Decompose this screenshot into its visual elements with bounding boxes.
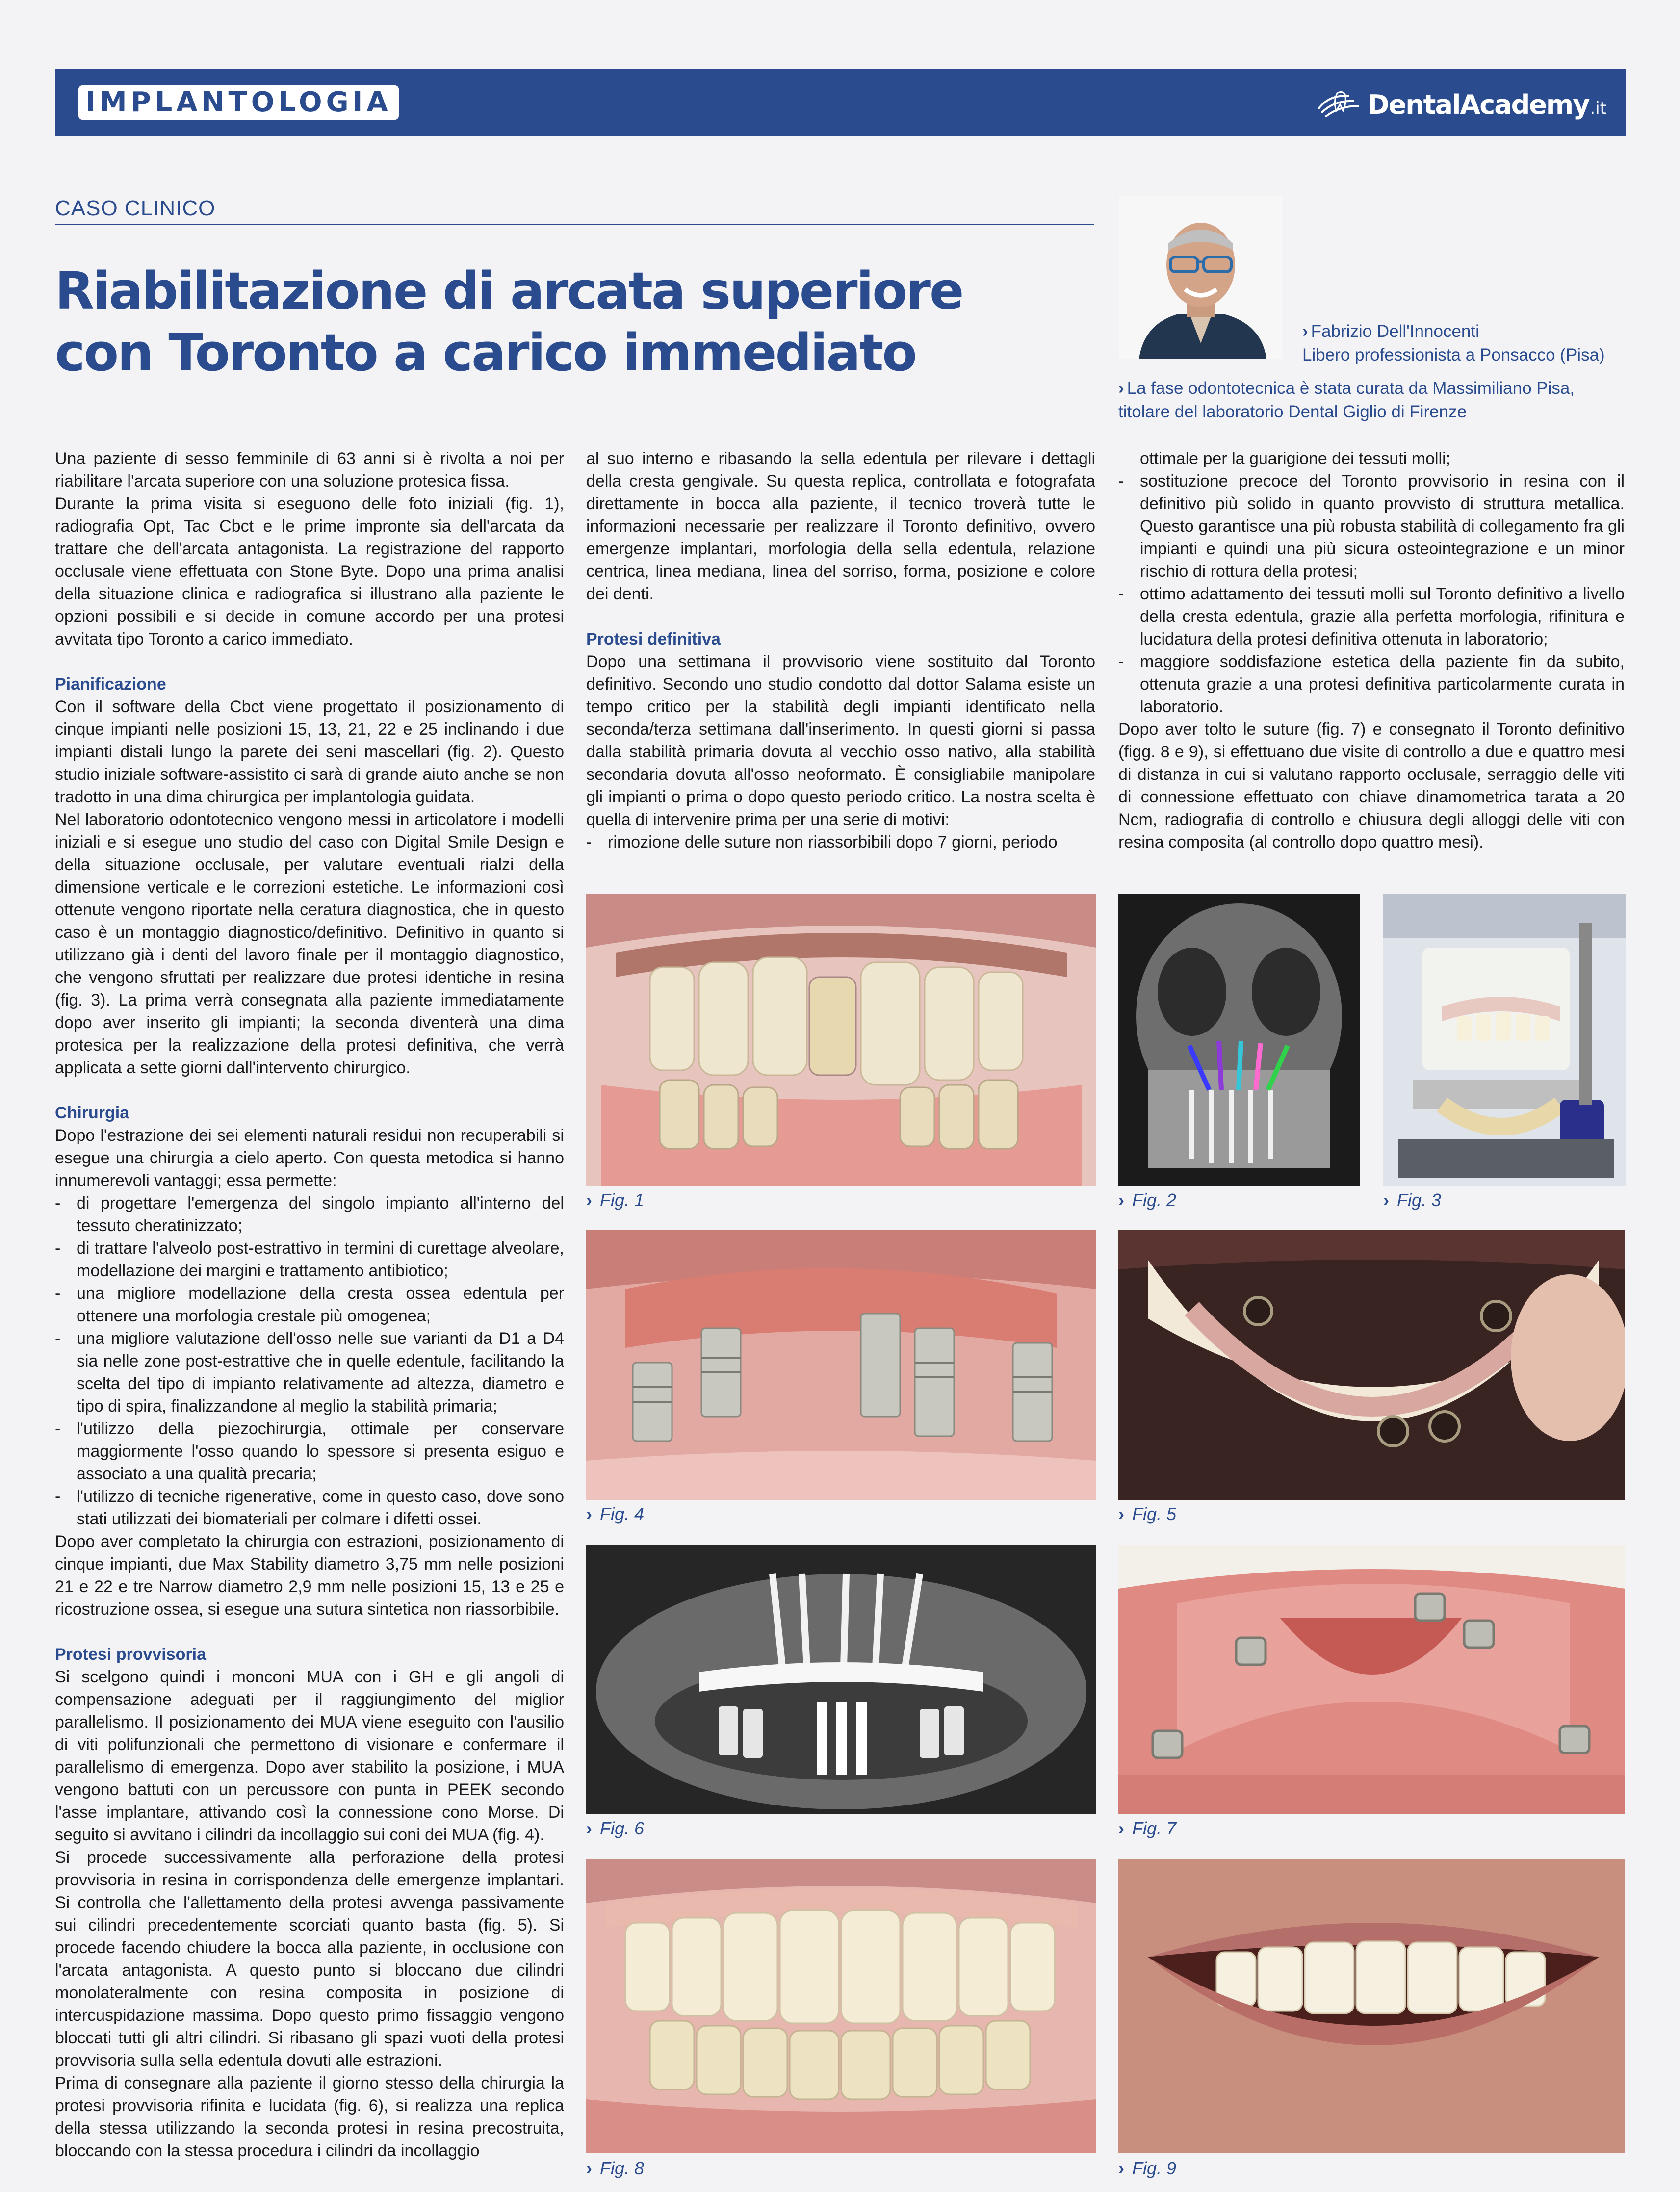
figure-8-final-prosthesis — [586, 1859, 1096, 2153]
caption-text: Fig. 7 — [1132, 1818, 1177, 1838]
credit-line-1-row — [1118, 377, 1575, 400]
list-item: - sostituzione precoce del Toronto provvisorio in resina con il definitivo più solido in quanto provvisto di struttura metallica. Questo garantisce una più robusta stabilità di collegamento fra gli impianti e quindi una più sicura osteointegrazione e un minor rischio di rottura della protesi; — [1118, 470, 1625, 583]
pianificazione-paragraph-2: Nel laboratorio odontotecnico vengono messi in articolatore i modelli iniziali e si esegue uno studio del caso con Digital Smile Design e della situazione occlusale, per valutare eventuali rialzi della dimensione verticale e le correzioni estetiche. Le informazioni così ottenute vengono riportate nella ceratura diagnostica, che in questo caso è un montaggio diagnostico/definitivo. Definitivo in quanto si utilizzano già i denti del lavoro finale per il montaggio diagnostico, che vengono sfruttati per realizzare due protesi identiche in resina (fig. 3). La prima verrà consegnata alla paziente immediatamente dopo aver inserito gli impianti; la seconda diventerà una dima protesica per la realizzazione della protesi definitiva, che verrà applicata a sette giorni dall'intervento chirurgico. — [55, 810, 564, 1077]
figure-9-smile — [1118, 1859, 1625, 2153]
list-item: - rimozione delle suture non riassorbibili dopo 7 giorni, periodo — [586, 831, 1095, 853]
chevron-right-icon: › — [1118, 379, 1124, 398]
author-name: Fabrizio Dell'Innocenti — [1311, 322, 1479, 341]
heading-chirurgia: Chirurgia — [55, 1104, 129, 1122]
text-column-2 — [586, 447, 1095, 853]
figure-9-caption — [1118, 2158, 1176, 2179]
title-line-2: con Toronto a carico immediato — [55, 323, 916, 383]
caption-text: Fig. 2 — [1132, 1190, 1177, 1210]
definitiva-list — [586, 831, 1095, 853]
intro-paragraph-2: Durante la prima visita si eseguono delle foto iniziali (fig. 1), radiografia Opt, Tac Cbct e le prime impronte sia dell'arcata da trattare che dell'arcata antagonista. La registrazione del rapporto occlusale viene effettuata con Stone Byte. Dopo una prima analisi della situazione clinica e radiografica si illustrano alla paziente le opzioni possibili e si decide in comune accordo per una protesi avvitata tipo Toronto a carico immediato. — [55, 494, 564, 648]
caption-text: Fig. 5 — [1132, 1504, 1177, 1524]
provvisoria-paragraph-2: Si procede successivamente alla perforazione della protesi provvisoria in resina in corrispondenza delle emergenze implantari. Si controlla che l'allettamento della protesi avvenga passivamente sui cilindri precedentemente scorciati quanto basta (fig. 5). Si procede facendo chiudere la bocca alla paziente, in occlusione con l'arcata antagonista. A questo punto si bloccano due cilindri monolateralmente con resina composita in posizione di intercuspidazione massima. Dopo questo primo fissaggio vengono bloccati tutti gli altri cilindri. Si ribasano gli spazi vuoti della protesi provvisoria sulla sella edentula dovuti alle estrazioni. — [55, 1848, 564, 2070]
motivi-list — [1118, 470, 1625, 718]
chirurgia-paragraph-1: Dopo l'estrazione dei sei elementi naturali residui non recuperabili si esegue una chirurgia a cielo aperto. Con questa metodica si hanno innumerevoli vantaggi; essa permette: — [55, 1126, 564, 1190]
lab-credit — [1118, 377, 1575, 424]
figure-1-caption — [586, 1190, 644, 1211]
site-logo[interactable] — [1315, 87, 1606, 122]
figure-6-xray — [586, 1545, 1096, 1814]
logo-suffix: .it — [1590, 99, 1606, 118]
article-kicker: CASO CLINICO — [55, 196, 216, 220]
list-item: - una migliore modellazione della cresta ossea edentula per ottenere una morfologia crestale più omogenea; — [55, 1282, 564, 1327]
heading-protesi-provvisoria: Protesi provvisoria — [55, 1645, 207, 1664]
caption-text: Fig. 8 — [600, 2158, 645, 2178]
header-banner — [55, 69, 1626, 136]
list-continuation: ottimale per la guarigione dei tessuti molli; — [1140, 449, 1451, 468]
figure-2-cbct — [1118, 894, 1360, 1186]
chirurgia-paragraph-2: Dopo aver completato la chirurgia con estrazioni, posizionamento di cinque impianti, due Max Stability diametro 3,75 mm nelle posizioni 21 e 22 e tre Narrow diametro 2,9 mm nelle posizioni 15, 13 e 25 e ricostruzione ossea, si esegue una sutura sintetica non riassorbibile. — [55, 1532, 564, 1619]
continuation-paragraph: al suo interno e ribasando la sella edentula per rilevare i dettagli della cresta gengivale. Su questa replica, controllata e fotografata direttamente in bocca alla paziente, il tecnico troverà tutte le informazioni necessarie per realizzare il Toronto definitivo, ovvero emergenze implantari, morfologia della sella edentula, relazione centrica, linea mediana, linea del sorriso, forma, posizione e colore dei denti. — [586, 449, 1095, 603]
author-photo — [1119, 196, 1282, 359]
credit-line-2: titolare del laboratorio Dental Giglio di Firenze — [1118, 402, 1467, 421]
intro-paragraph-1: Una paziente di sesso femminile di 63 anni si è rivolta a noi per riabilitare l'arcata superiore con una soluzione protesica fissa. — [55, 449, 564, 490]
heading-protesi-definitiva: Protesi definitiva — [586, 630, 721, 648]
chevron-right-icon: › — [586, 1190, 592, 1210]
chevron-right-icon: › — [586, 2158, 592, 2178]
figure-4-caption — [586, 1504, 644, 1524]
list-item: - l'utilizzo della piezochirurgia, ottimale per conservare maggiormente l'osso quando lo spessore si presenta esiguo e associato a una qualità precaria; — [55, 1418, 564, 1485]
figure-5-prosthesis — [1118, 1230, 1625, 1500]
chevron-right-icon: › — [1118, 1818, 1124, 1838]
logo-wordmark: DentalAcademy — [1367, 89, 1589, 120]
figure-1-photo — [586, 894, 1096, 1186]
chevron-right-icon: › — [1383, 1190, 1389, 1210]
chevron-right-icon: › — [586, 1818, 592, 1838]
article-title — [55, 260, 1095, 384]
kicker-divider — [55, 224, 1094, 225]
chevron-right-icon: › — [1118, 1504, 1124, 1524]
chirurgia-list — [55, 1192, 564, 1530]
chevron-right-icon: › — [1118, 2158, 1124, 2178]
section-label: IMPLANTOLOGIA — [78, 85, 399, 120]
figure-2-caption — [1118, 1190, 1176, 1211]
author-name-line — [1302, 320, 1605, 343]
author-role: Libero professionista a Ponsacco (Pisa) — [1302, 345, 1605, 364]
list-item: - ottimo adattamento dei tessuti molli sul Toronto definitivo a livello della cresta edentula, grazie alla perfetta morfologia, rifinitura e lucidatura della protesi definitiva ottenuta in laboratorio; — [1118, 583, 1625, 650]
text-column-3 — [1118, 447, 1625, 853]
heading-pianificazione: Pianificazione — [55, 675, 166, 694]
credit-line-1: La fase odontotecnica è stata curata da Massimiliano Pisa, — [1127, 379, 1575, 398]
closing-paragraph: Dopo aver tolto le suture (fig. 7) e consegnato il Toronto definitivo (figg. 8 e 9), si effettuano due visite di controllo a due e quattro mesi di distanza in cui si valutano rapporto occlusale, serraggio delle viti di connessione effettuato con chiave dinamometrica tarata a 20 Ncm, radiografia di controllo e chiusura degli alloggi delle viti con resina composita (al controllo dopo quattro mesi). — [1118, 720, 1625, 851]
provvisoria-paragraph-1: Si scelgono quindi i monconi MUA con i GH e gli angoli di compensazione adeguati per il raggiungimento del miglior parallelismo. Il posizionamento dei MUA viene eseguito con l'ausilio di viti polifunzionali che permettono di visionare e confermare il parallelismo di emergenza. Dopo aver stabilito la posizione, i MUA vengono battuti con un percussore con punta in PEEK secondo l'asse implantare, attivando così la connessione cono Morse. Di seguito si avvitano i cilindri da incollaggio sui coni dei MUA (fig. 4). — [55, 1668, 564, 1844]
caption-text: Fig. 1 — [600, 1190, 645, 1210]
chevron-right-icon: › — [1118, 1190, 1124, 1210]
definitiva-paragraph-1: Dopo una settimana il provvisorio viene sostituito dal Toronto definitivo. Secondo uno studio condotto dal dottor Salama esiste un tempo critico per la stabilità degli impianti identificato nella seconda/terza settimana dall'inserimento. In questi giorni si passa dalla stabilità primaria dovuta al vecchio osso nativo, alla stabilità secondaria dovuta all'osso neoformato. È consigliabile manipolare gli impianti o prima o dopo questo periodo critico. La nostra scelta è quella di intervenire prima per una serie di motivi: — [586, 652, 1095, 829]
caption-text: Fig. 6 — [600, 1818, 645, 1838]
list-item: - di trattare l'alveolo post-estrattivo in termini di curettage alveolare, modellazione dei margini e trattamento antibiotico; — [55, 1237, 564, 1282]
provvisoria-paragraph-3: Prima di consegnare alla paziente il giorno stesso della chirurgia la protesi provvisoria rifinita e lucidata (fig. 6), si realizza una replica della stessa utilizzando la seconda protesi in resina precostruita, bloccando con la stessa procedura i cilindri da incollaggio — [55, 2074, 564, 2160]
chevron-right-icon: › — [1302, 322, 1308, 341]
figure-7-caption — [1118, 1818, 1176, 1839]
figure-5-caption — [1118, 1504, 1176, 1524]
caption-text: Fig. 3 — [1397, 1190, 1442, 1210]
list-item: - l'utilizzo di tecniche rigenerative, come in questo caso, dove sono stati utilizzati dei biomateriali per colmare i difetti ossei. — [55, 1485, 564, 1530]
list-item: - maggiore soddisfazione estetica della paziente fin da subito, ottenuta grazie a una protesi definitiva particolarmente curata in laboratorio. — [1118, 650, 1625, 718]
figure-7-implants — [1118, 1545, 1625, 1814]
pianificazione-paragraph-1: Con il software della Cbct viene progettato il posizionamento di cinque impianti nelle posizioni 15, 13, 21, 22 e 25 inclinando i due impianti distali lungo la parete dei seni mascellari (fig. 2). Questo studio iniziale software-assistito ci sarà di grande aiuto anche se non tradotto in una dima chirurgica per implantologia guidata. — [55, 697, 564, 806]
figure-8-caption — [586, 2158, 644, 2179]
figure-4-surgery — [586, 1230, 1096, 1500]
list-item: - una migliore valutazione dell'osso nelle sue varianti da D1 a D4 sia nelle zone post-estrattive che in quelle edentule, facilitando la scelta del tipo di impianto relativamente ad altezza, diametro e tipo di spira, finalizzandone al meglio la stabilità primaria; — [55, 1327, 564, 1418]
author-portrait — [1119, 196, 1282, 359]
title-line-1: Riabilitazione di arcata superiore — [55, 261, 963, 321]
tooth-swoosh-icon — [1315, 89, 1362, 120]
author-block — [1302, 320, 1605, 367]
figure-6-caption — [586, 1818, 644, 1839]
caption-text: Fig. 4 — [600, 1504, 645, 1524]
figure-3-caption — [1383, 1190, 1441, 1211]
caption-text: Fig. 9 — [1132, 2158, 1177, 2178]
figure-3-articulator — [1383, 894, 1626, 1186]
chevron-right-icon: › — [586, 1504, 592, 1524]
list-item: - di progettare l'emergenza del singolo impianto all'interno del tessuto cheratinizzato; — [55, 1192, 564, 1237]
text-column-1 — [55, 447, 564, 2162]
